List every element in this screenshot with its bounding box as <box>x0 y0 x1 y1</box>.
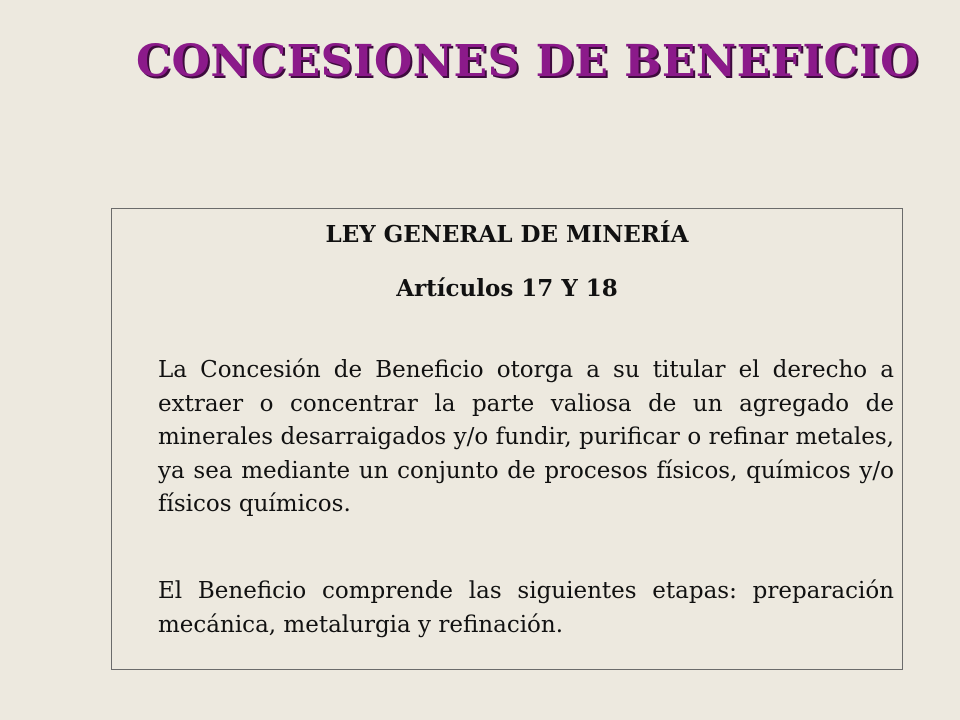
content-box <box>111 208 903 670</box>
slide-title: CONCESIONES DE BENEFICIO <box>136 36 919 87</box>
law-title: LEY GENERAL DE MINERÍA <box>325 221 689 248</box>
stages-paragraph: El Beneficio comprende las siguientes etapas: preparación mecánica, metalurgia y refinación. <box>158 578 894 638</box>
definition-paragraph: La Concesión de Beneficio otorga a su titular el derecho a extraer o concentrar la parte valiosa de un agregado de minerales desarraigados y/o fundir, purificar o refinar metales, ya sea mediante un conjunto de procesos físicos, químicos y/o físicos químicos. <box>158 357 894 517</box>
articles-heading: Artículos 17 Y 18 <box>396 275 618 302</box>
